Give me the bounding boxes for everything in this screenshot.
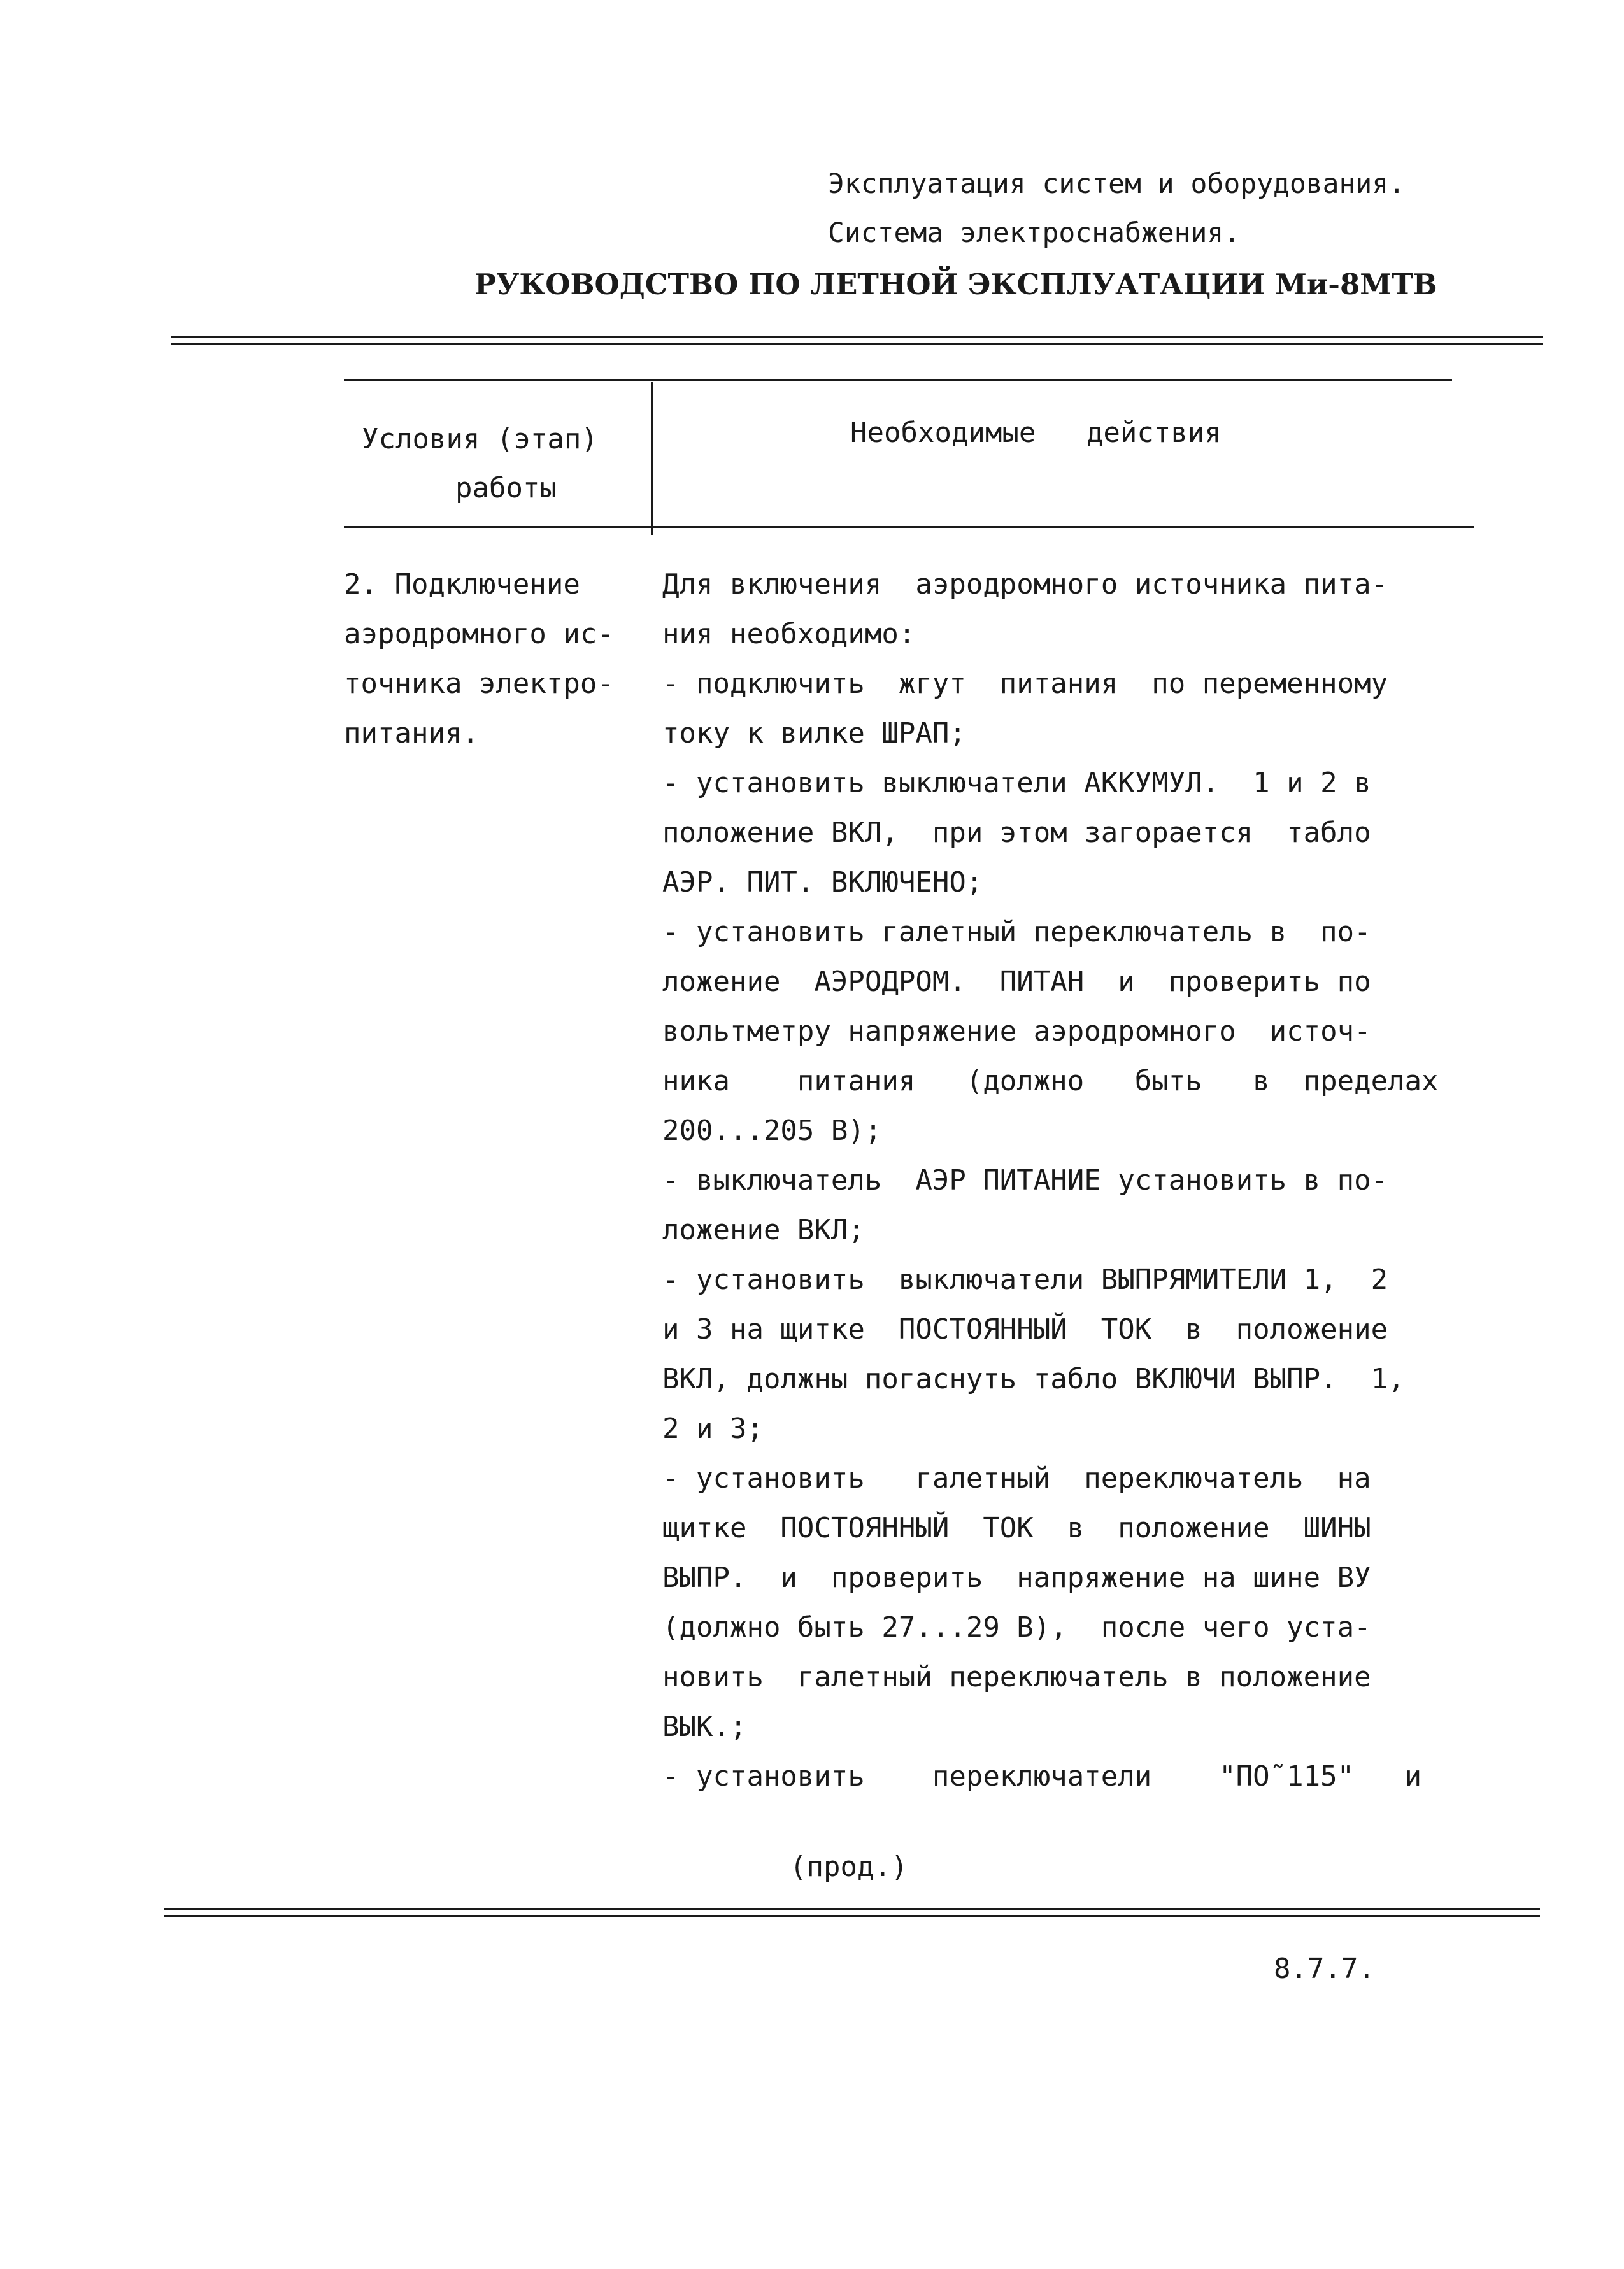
col1-header-line2: работы — [455, 472, 557, 504]
action-line: ложение АЭРОДРОМ. ПИТАН и проверить по — [662, 965, 1371, 998]
action-line: - установить переключатели "ПО˜115" и — [662, 1760, 1422, 1793]
action-line: - подключить жгут питания по переменному — [662, 667, 1388, 700]
action-line: - выключатель АЭР ПИТАНИЕ установить в по- — [662, 1164, 1388, 1197]
action-line: ВКЛ, должны погаснуть табло ВКЛЮЧИ ВЫПР. 1, — [662, 1363, 1405, 1395]
footer-rule-bottom — [164, 1915, 1540, 1917]
condition-line: аэродромного ис- — [344, 618, 614, 650]
header-line-2: Система электроснабжения. — [828, 217, 1241, 249]
action-line: 2 и 3; — [662, 1412, 764, 1445]
action-line: новить галетный переключатель в положение — [662, 1661, 1371, 1693]
action-line: ния необходимо: — [662, 618, 916, 650]
col1-header-line1: Условия (этап) — [362, 423, 598, 455]
action-line: Для включения аэродромного источника пита- — [662, 568, 1388, 601]
action-line: току к вилке ШРАП; — [662, 717, 966, 750]
condition-line: питания. — [344, 717, 479, 750]
action-line: (должно быть 27...29 В), после чего уста- — [662, 1611, 1371, 1644]
action-line: вольтметру напряжение аэродромного источ- — [662, 1015, 1371, 1048]
action-line: ника питания (должно быть в пределах — [662, 1065, 1439, 1097]
table-header-bottom-rule — [344, 526, 1474, 528]
table-header-top-rule — [344, 379, 1452, 381]
footer-rule-top — [164, 1908, 1540, 1910]
document-title: РУКОВОДСТВО ПО ЛЕТНОЙ ЭКСПЛУАТАЦИИ Ми-8МТВ — [474, 267, 1437, 301]
col2-header: Необходимые действия — [850, 416, 1222, 449]
action-line: и 3 на щитке ПОСТОЯННЫЙ ТОК в положение — [662, 1313, 1388, 1346]
action-line: ложение ВКЛ; — [662, 1214, 865, 1246]
action-line: ВЫК.; — [662, 1711, 747, 1743]
action-line: - установить выключатели ВЫПРЯМИТЕЛИ 1, 2 — [662, 1263, 1388, 1296]
action-line: АЭР. ПИТ. ВКЛЮЧЕНО; — [662, 866, 983, 899]
action-line: - установить выключатели АККУМУЛ. 1 и 2 в — [662, 767, 1371, 799]
action-line: - установить галетный переключатель в по- — [662, 916, 1371, 948]
action-line: 200...205 В); — [662, 1114, 882, 1147]
action-line: положение ВКЛ, при этом загорается табло — [662, 816, 1371, 849]
header-line-1: Эксплуатация систем и оборудования. — [828, 168, 1406, 200]
action-line: ВЫПР. и проверить напряжение на шине ВУ — [662, 1561, 1371, 1594]
header-rule-bottom — [171, 343, 1543, 345]
table-column-divider — [651, 382, 653, 535]
condition-line: точника электро- — [344, 667, 614, 700]
condition-line: 2. Подключение — [344, 568, 580, 601]
action-line: - установить галетный переключатель на — [662, 1462, 1371, 1495]
continued-label: (прод.) — [790, 1851, 908, 1883]
action-line: щитке ПОСТОЯННЫЙ ТОК в положение ШИНЫ — [662, 1512, 1371, 1544]
header-rule-top — [171, 336, 1543, 338]
page-number: 8.7.7. — [1274, 1952, 1375, 1985]
